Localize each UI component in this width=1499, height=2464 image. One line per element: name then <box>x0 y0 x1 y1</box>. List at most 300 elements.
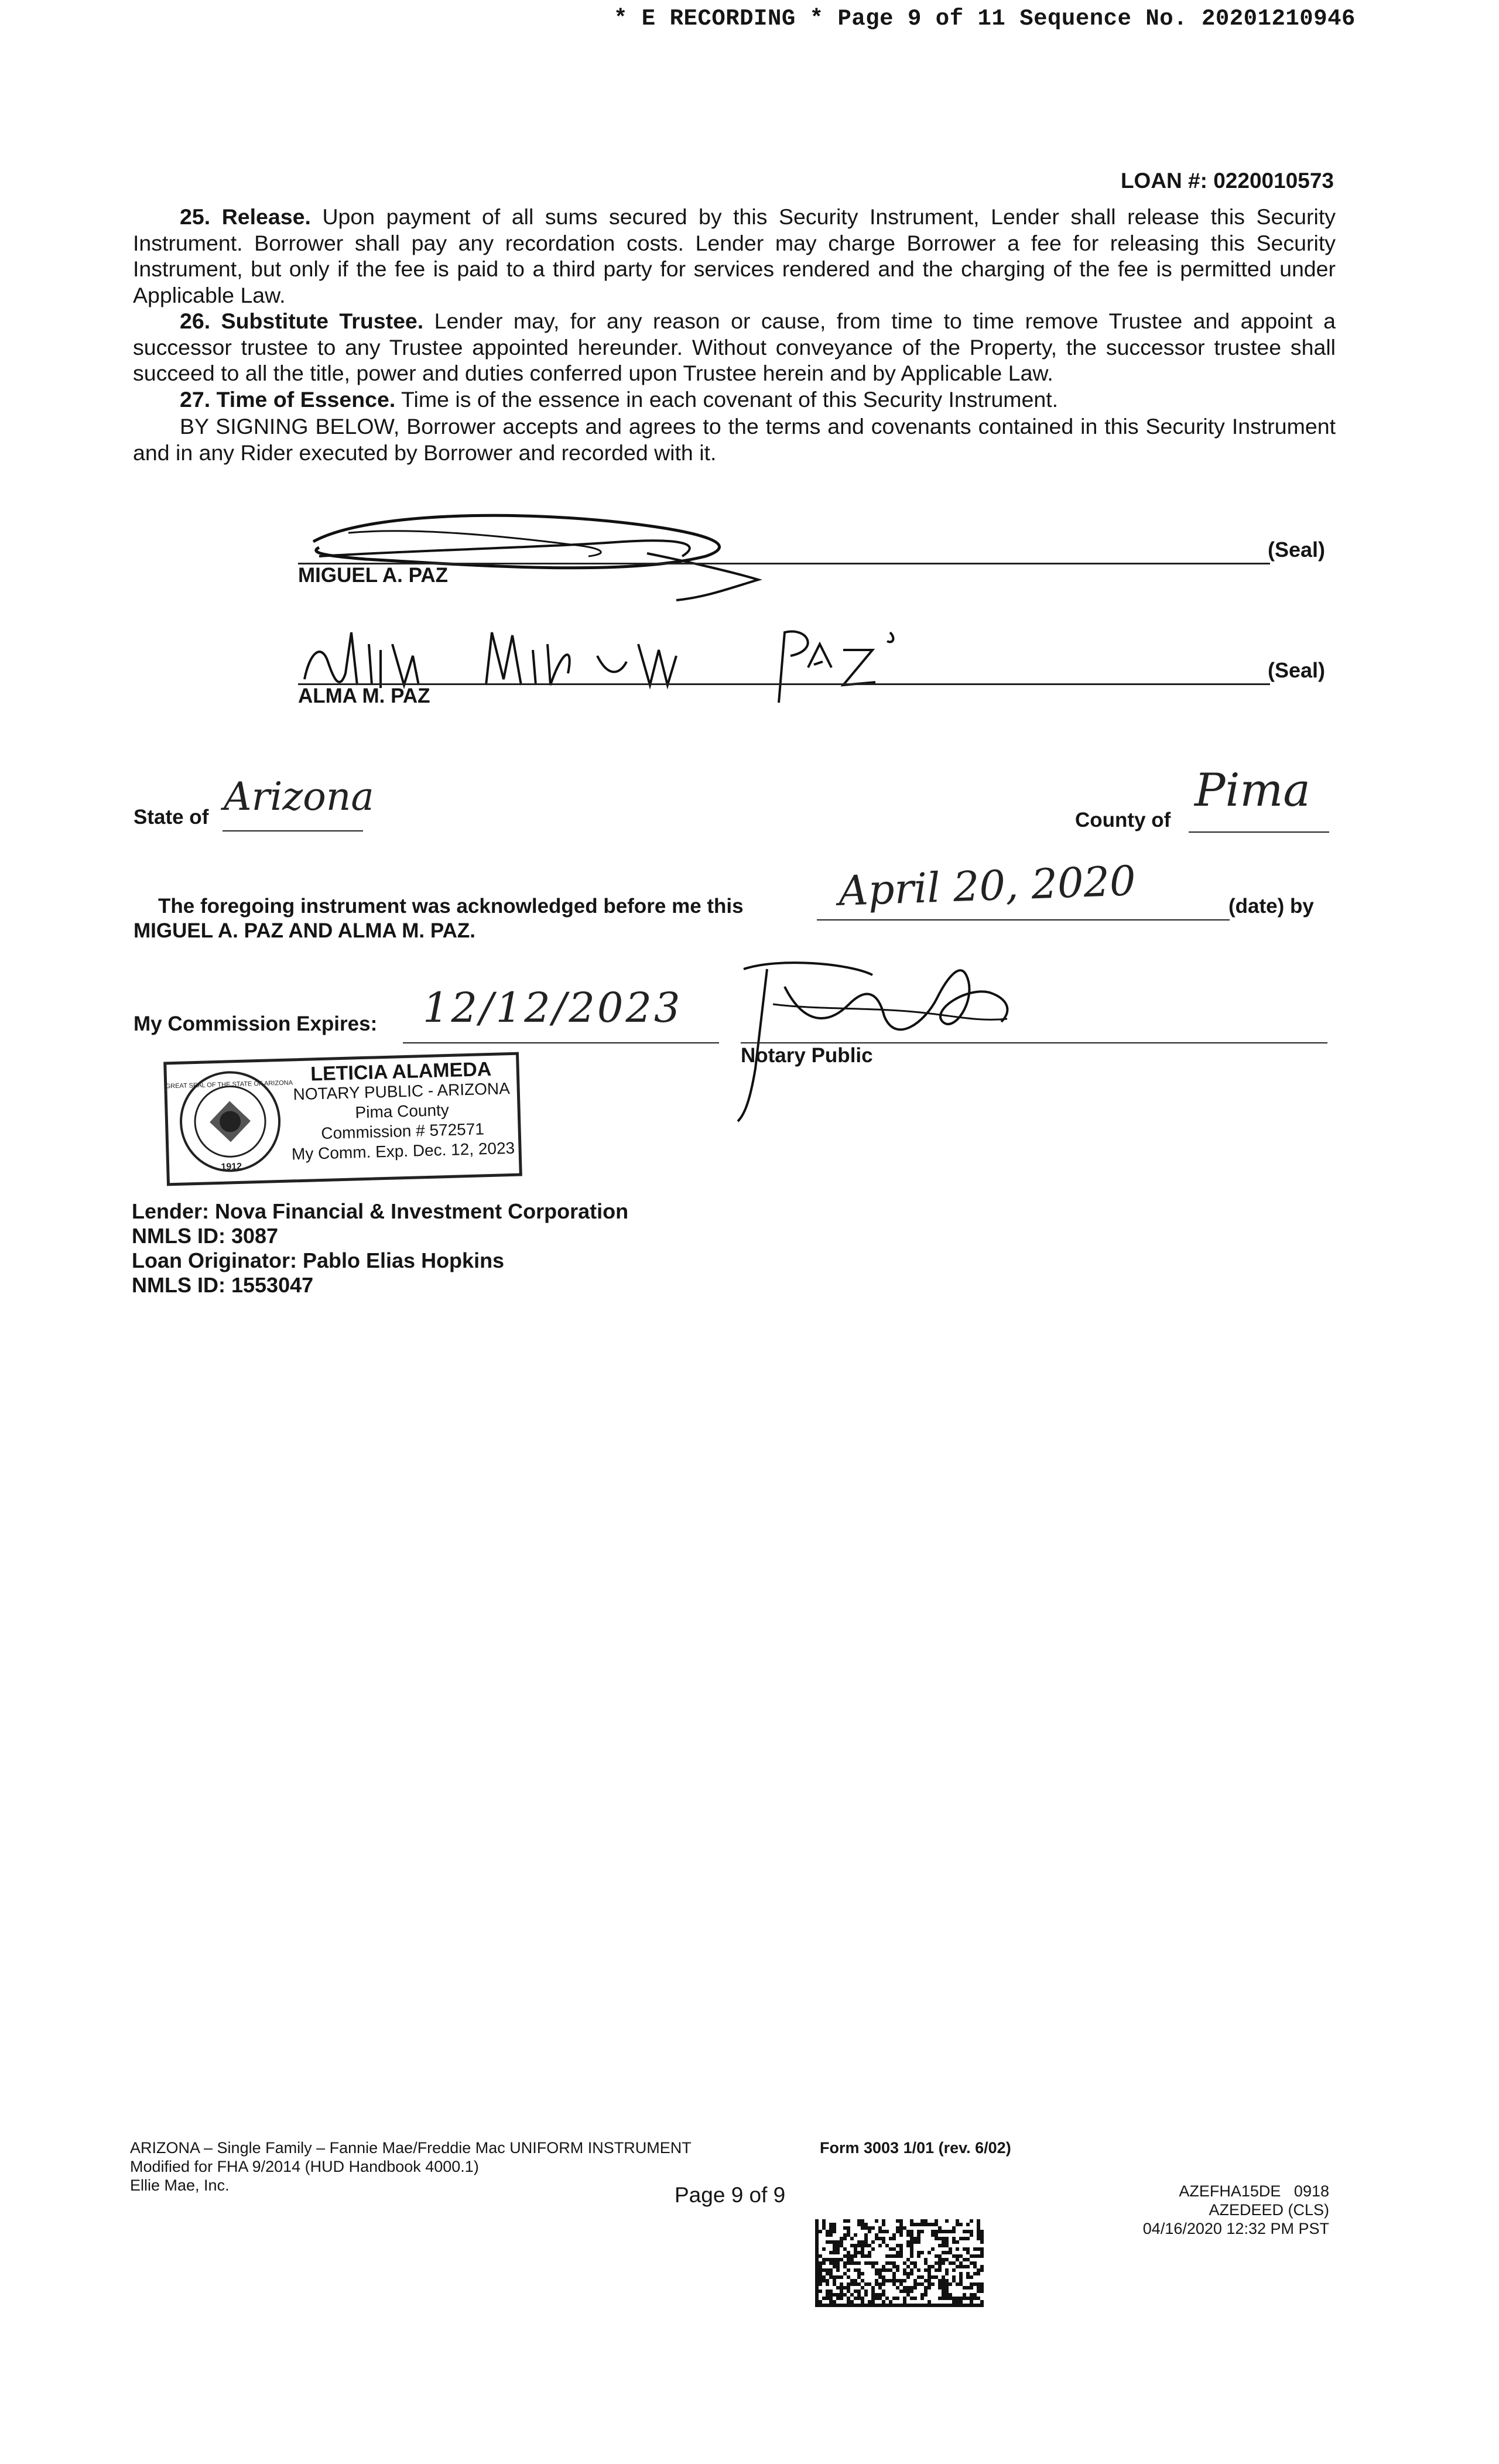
barcode-module <box>899 2254 903 2258</box>
barcode-module <box>917 2240 920 2244</box>
barcode-module <box>864 2244 868 2247</box>
barcode-module <box>815 2275 819 2279</box>
barcode-module <box>854 2251 857 2254</box>
barcode-module <box>910 2272 913 2275</box>
barcode-module <box>910 2297 913 2300</box>
barcode-module <box>903 2290 906 2293</box>
barcode-module <box>917 2251 920 2254</box>
barcode-module <box>847 2282 850 2286</box>
barcode-module <box>896 2265 899 2268</box>
barcode-module <box>885 2279 889 2282</box>
barcode-module <box>882 2219 885 2223</box>
barcode-module <box>833 2223 836 2226</box>
barcode-module <box>980 2304 984 2307</box>
barcode-module <box>822 2258 826 2261</box>
barcode-module <box>836 2240 840 2244</box>
barcode-module <box>935 2230 938 2233</box>
barcode-module <box>899 2223 903 2226</box>
barcode-module <box>970 2297 973 2300</box>
barcode-module <box>868 2261 871 2265</box>
barcode-module <box>889 2261 892 2265</box>
barcode-module <box>896 2226 899 2230</box>
barcode-module <box>956 2265 959 2268</box>
notary-stamp <box>163 1052 522 1186</box>
barcode-module <box>857 2268 861 2272</box>
barcode-module <box>815 2240 819 2244</box>
barcode-module <box>875 2233 878 2237</box>
barcode-module <box>924 2258 928 2261</box>
barcode-module <box>826 2279 829 2282</box>
barcode-module <box>942 2237 945 2240</box>
barcode-module <box>857 2244 861 2247</box>
barcode-module <box>850 2254 854 2258</box>
barcode-module <box>815 2297 819 2300</box>
barcode-module <box>945 2240 949 2244</box>
barcode-module <box>878 2272 882 2275</box>
barcode-module <box>942 2244 945 2247</box>
barcode-module <box>970 2275 973 2279</box>
barcode-module <box>833 2247 836 2251</box>
stamp-text-block <box>283 1059 521 1165</box>
barcode-module <box>980 2247 984 2251</box>
barcode-module <box>861 2247 864 2251</box>
barcode-module <box>861 2219 864 2223</box>
barcode-module <box>910 2233 913 2237</box>
barcode-module <box>840 2304 843 2307</box>
barcode-module <box>952 2297 956 2300</box>
barcode-module <box>966 2265 970 2268</box>
barcode-module <box>924 2279 928 2282</box>
barcode-module <box>910 2286 913 2290</box>
clause-text: Upon payment of all sums secured by this Security Instrument, Lender shall release this Security Instrument. Borrower shall pay any recordation costs. Lender may charge Borrower a fee for releasing this Security Instrument, but only if the fee is paid to a third party for services rendered and the charging of the fee is permitted under Applicable Law. <box>133 204 1336 307</box>
barcode-module <box>970 2293 973 2297</box>
barcode-module <box>826 2272 829 2275</box>
barcode-module <box>861 2286 864 2290</box>
barcode-module <box>899 2247 903 2251</box>
barcode-module <box>899 2244 903 2247</box>
clause-text: Lender may, for any reason or cause, from time to time remove Trustee and appoint a successor trustee to any Trustee appointed hereunder. Without conveyance of the Property, the successor trustee shall succeed to all the title, power and duties conferred upon Trustee herein and by Applicable Law. <box>133 309 1336 385</box>
barcode-module <box>896 2230 899 2233</box>
barcode-module <box>864 2223 868 2226</box>
barcode-module <box>871 2226 875 2230</box>
barcode-module <box>889 2304 892 2307</box>
barcode-module <box>833 2304 836 2307</box>
barcode-module <box>878 2304 882 2307</box>
barcode-module <box>952 2300 956 2304</box>
barcode-module <box>861 2240 864 2244</box>
barcode-module <box>956 2258 959 2261</box>
barcode-module <box>833 2258 836 2261</box>
barcode-module <box>903 2268 906 2272</box>
barcode-module <box>864 2254 868 2258</box>
barcode-module <box>847 2254 850 2258</box>
barcode-module <box>966 2223 970 2226</box>
lender-nmls: NMLS ID: 3087 <box>132 1224 279 1248</box>
state-label: State of <box>134 806 209 829</box>
clause-number: 25. <box>180 204 211 229</box>
barcode-module <box>973 2293 977 2297</box>
barcode-module <box>885 2268 889 2272</box>
barcode-module <box>850 2258 854 2261</box>
barcode-module <box>980 2240 984 2244</box>
barcode-module <box>970 2254 973 2258</box>
barcode-module <box>833 2226 836 2230</box>
barcode-module <box>935 2254 938 2258</box>
barcode-module <box>868 2251 871 2254</box>
barcode-module <box>903 2261 906 2265</box>
barcode-module <box>850 2300 854 2304</box>
barcode-module <box>910 2268 913 2272</box>
barcode-module <box>938 2286 942 2290</box>
barcode-module <box>910 2251 913 2254</box>
barcode-module <box>928 2223 931 2226</box>
barcode-module <box>931 2282 935 2286</box>
barcode-module <box>822 2219 826 2223</box>
barcode-module <box>819 2279 822 2282</box>
barcode-module <box>956 2240 959 2244</box>
barcode-module <box>952 2275 956 2279</box>
barcode-module <box>850 2282 854 2286</box>
barcode-module <box>885 2230 889 2233</box>
barcode-module <box>829 2297 833 2300</box>
barcode-module <box>878 2297 882 2300</box>
lender-info <box>132 1199 628 1298</box>
ack-date-line <box>817 919 1230 920</box>
barcode-module <box>889 2300 892 2304</box>
barcode-module <box>977 2219 980 2223</box>
barcode-module <box>924 2223 928 2226</box>
barcode-module <box>938 2237 942 2240</box>
borrower-name-1: MIGUEL A. PAZ <box>298 564 449 587</box>
barcode-module <box>815 2254 819 2258</box>
county-value-handwritten: Pima <box>1195 764 1310 817</box>
barcode-module <box>970 2261 973 2265</box>
barcode-module <box>875 2272 878 2275</box>
barcode-module <box>861 2226 864 2230</box>
barcode-module <box>857 2219 861 2223</box>
barcode-module <box>928 2251 931 2254</box>
loan-originator: Loan Originator: Pablo Elias Hopkins <box>132 1248 505 1272</box>
barcode-module <box>910 2223 913 2226</box>
barcode-module <box>854 2268 857 2272</box>
barcode-module <box>928 2279 931 2282</box>
barcode-module <box>966 2258 970 2261</box>
barcode-module <box>843 2233 847 2237</box>
barcode-module <box>935 2233 938 2237</box>
barcode-module <box>826 2240 829 2244</box>
barcode-module <box>949 2261 952 2265</box>
barcode-module <box>899 2279 903 2282</box>
barcode-module <box>952 2279 956 2282</box>
barcode-module <box>826 2282 829 2286</box>
form-vendor: Ellie Mae, Inc. <box>130 2176 230 2194</box>
barcode-module <box>882 2265 885 2268</box>
barcode-module <box>945 2272 949 2275</box>
barcode-module <box>857 2251 861 2254</box>
ack-parties: MIGUEL A. PAZ AND ALMA M. PAZ. <box>134 919 475 942</box>
barcode-module <box>861 2254 864 2258</box>
barcode-module <box>980 2237 984 2240</box>
barcode-module <box>910 2261 913 2265</box>
county-line <box>1189 831 1329 833</box>
barcode-module <box>854 2247 857 2251</box>
barcode-module <box>815 2300 819 2304</box>
barcode-module <box>977 2254 980 2258</box>
barcode-module <box>875 2268 878 2272</box>
barcode-module <box>871 2286 875 2290</box>
clause-title: Substitute Trustee. <box>221 309 424 333</box>
barcode-module <box>942 2282 945 2286</box>
barcode-module <box>963 2293 966 2297</box>
barcode-module <box>847 2226 850 2230</box>
barcode-module <box>871 2297 875 2300</box>
barcode-module <box>892 2275 896 2279</box>
barcode-module <box>928 2265 931 2268</box>
barcode-module <box>970 2233 973 2237</box>
barcode-module <box>970 2230 973 2233</box>
barcode-module <box>906 2275 910 2279</box>
barcode-module <box>829 2223 833 2226</box>
clause-text: Time is of the essence in each covenant of this Security Instrument. <box>401 386 1059 412</box>
barcode-module <box>878 2230 882 2233</box>
barcode-module <box>826 2297 829 2300</box>
ack-date-suffix: (date) by <box>1228 895 1314 918</box>
barcode-module <box>906 2240 910 2244</box>
clause-25 <box>133 204 1336 308</box>
barcode-module <box>938 2279 942 2282</box>
barcode-module <box>977 2282 980 2286</box>
barcode-module <box>935 2219 938 2223</box>
barcode-module <box>903 2300 906 2304</box>
barcode-module <box>959 2300 963 2304</box>
barcode-module <box>956 2223 959 2226</box>
barcode-module <box>942 2261 945 2265</box>
barcode-module <box>815 2265 819 2268</box>
barcode-module <box>980 2230 984 2233</box>
barcode-module <box>906 2272 910 2275</box>
barcode-module <box>857 2272 861 2275</box>
barcode-module <box>875 2297 878 2300</box>
barcode-module <box>815 2226 819 2230</box>
barcode-module <box>829 2300 833 2304</box>
barcode-module <box>892 2265 896 2268</box>
barcode-module <box>938 2261 942 2265</box>
barcode-module <box>931 2265 935 2268</box>
barcode-module <box>878 2226 882 2230</box>
barcode-module <box>882 2290 885 2293</box>
barcode-module <box>815 2223 819 2226</box>
barcode-module <box>819 2230 822 2233</box>
barcode-module <box>840 2240 843 2244</box>
barcode-module <box>833 2293 836 2297</box>
loan-number: LOAN #: 0220010573 <box>1120 169 1334 193</box>
clause-27 <box>133 386 1336 413</box>
barcode-module <box>906 2286 910 2290</box>
barcode-module <box>906 2233 910 2237</box>
barcode-module <box>847 2297 850 2300</box>
borrower-name-2: ALMA M. PAZ <box>298 685 430 707</box>
barcode-module <box>840 2275 843 2279</box>
barcode-module <box>910 2247 913 2251</box>
barcode-module <box>875 2304 878 2307</box>
barcode-module <box>899 2282 903 2286</box>
barcode-module <box>875 2279 878 2282</box>
barcode-module <box>966 2297 970 2300</box>
barcode-module <box>917 2233 920 2237</box>
barcode-module <box>952 2261 956 2265</box>
barcode-module <box>945 2279 949 2282</box>
barcode-module <box>945 2219 949 2223</box>
barcode-module <box>973 2247 977 2251</box>
barcode-module <box>833 2282 836 2286</box>
barcode-module <box>924 2286 928 2290</box>
barcode-module <box>913 2282 917 2286</box>
barcode-module <box>836 2261 840 2265</box>
footer-right <box>1143 2182 1329 2238</box>
barcode-module <box>815 2237 819 2240</box>
barcode-module <box>917 2223 920 2226</box>
barcode-module <box>938 2268 942 2272</box>
barcode-module <box>913 2237 917 2240</box>
barcode-module <box>959 2275 963 2279</box>
barcode-module <box>956 2304 959 2307</box>
barcode-module <box>815 2279 819 2282</box>
barcode-module <box>942 2304 945 2307</box>
commission-label: My Commission Expires: <box>134 1012 378 1035</box>
barcode-module <box>917 2268 920 2272</box>
barcode-module <box>829 2268 833 2272</box>
ack-text: The foregoing instrument was acknowledged before me this <box>158 895 744 918</box>
barcode-module <box>847 2286 850 2290</box>
barcode-module <box>847 2304 850 2307</box>
barcode-module <box>938 2230 942 2233</box>
barcode-module <box>945 2304 949 2307</box>
barcode-module <box>928 2272 931 2275</box>
barcode-module <box>885 2297 889 2300</box>
barcode-module <box>833 2279 836 2282</box>
barcode-module <box>843 2254 847 2258</box>
barcode-module <box>871 2304 875 2307</box>
barcode-module <box>931 2223 935 2226</box>
barcode-module <box>931 2247 935 2251</box>
barcode-module <box>815 2233 819 2237</box>
barcode-module <box>864 2282 868 2286</box>
great-seal-icon <box>165 1067 293 1176</box>
barcode-module <box>906 2293 910 2297</box>
barcode-module <box>843 2261 847 2265</box>
state-value-handwritten: Arizona <box>224 774 374 819</box>
seal-label-1: (Seal) <box>1268 538 1326 562</box>
form-number: Form 3003 1/01 (rev. 6/02) <box>820 2139 1011 2157</box>
barcode-module <box>836 2275 840 2279</box>
barcode-module <box>871 2290 875 2293</box>
stamp-county: Pima County <box>355 1100 450 1122</box>
barcode-module <box>945 2282 949 2286</box>
barcode-module <box>949 2297 952 2300</box>
barcode-module <box>847 2230 850 2233</box>
barcode-module <box>973 2297 977 2300</box>
lender-name: Lender: Nova Financial & Investment Corporation <box>132 1199 629 1223</box>
barcode-module <box>945 2258 949 2261</box>
barcode-module <box>840 2290 843 2293</box>
barcode-module <box>980 2300 984 2304</box>
barcode-module <box>949 2247 952 2251</box>
barcode-module <box>833 2230 836 2233</box>
barcode-module <box>977 2286 980 2290</box>
barcode-module <box>854 2279 857 2282</box>
barcode-module <box>826 2230 829 2233</box>
barcode-module <box>875 2282 878 2286</box>
barcode-module <box>815 2258 819 2261</box>
barcode-module <box>963 2265 966 2268</box>
barcode-module <box>836 2247 840 2251</box>
barcode-module <box>871 2293 875 2297</box>
barcode-module <box>903 2226 906 2230</box>
barcode-module <box>920 2223 924 2226</box>
barcode-module <box>822 2226 826 2230</box>
barcode-module <box>956 2300 959 2304</box>
barcode-module <box>973 2272 977 2275</box>
barcode-module <box>836 2297 840 2300</box>
barcode-module <box>910 2240 913 2244</box>
barcode-module <box>899 2230 903 2233</box>
barcode-module <box>836 2304 840 2307</box>
barcode-module <box>829 2233 833 2237</box>
barcode-module <box>924 2219 928 2223</box>
barcode-module <box>924 2268 928 2272</box>
barcode-module <box>819 2290 822 2293</box>
barcode-module <box>885 2261 889 2265</box>
barcode-module <box>920 2282 924 2286</box>
barcode-module <box>854 2290 857 2293</box>
barcode-module <box>857 2261 861 2265</box>
barcode-icon <box>815 2219 983 2307</box>
doc-code: AZEFHA15DE 0918 <box>1179 2182 1329 2200</box>
barcode-module <box>826 2268 829 2272</box>
barcode-module <box>928 2275 931 2279</box>
barcode-module <box>861 2297 864 2300</box>
barcode-module <box>882 2237 885 2240</box>
barcode-module <box>815 2282 819 2286</box>
barcode-module <box>857 2240 861 2244</box>
barcode-module <box>843 2286 847 2290</box>
barcode-module <box>942 2290 945 2293</box>
barcode-module <box>871 2261 875 2265</box>
barcode-module <box>892 2233 896 2237</box>
barcode-module <box>868 2230 871 2233</box>
barcode-module <box>854 2297 857 2300</box>
barcode-module <box>896 2251 899 2254</box>
barcode-module <box>899 2290 903 2293</box>
barcode-module <box>822 2223 826 2226</box>
barcode-module <box>882 2282 885 2286</box>
barcode-module <box>952 2304 956 2307</box>
barcode-module <box>938 2244 942 2247</box>
stamp-notary-title: NOTARY PUBLIC - ARIZONA <box>293 1079 511 1104</box>
barcode-module <box>910 2237 913 2240</box>
barcode-module <box>864 2240 868 2244</box>
barcode-module <box>913 2286 917 2290</box>
page-number: Page 9 of 9 <box>675 2183 786 2207</box>
barcode-module <box>854 2254 857 2258</box>
barcode-module <box>878 2268 882 2272</box>
barcode-module <box>928 2286 931 2290</box>
barcode-module <box>928 2268 931 2272</box>
barcode-module <box>959 2282 963 2286</box>
barcode-module <box>829 2304 833 2307</box>
barcode-module <box>878 2237 882 2240</box>
barcode-module <box>850 2261 854 2265</box>
